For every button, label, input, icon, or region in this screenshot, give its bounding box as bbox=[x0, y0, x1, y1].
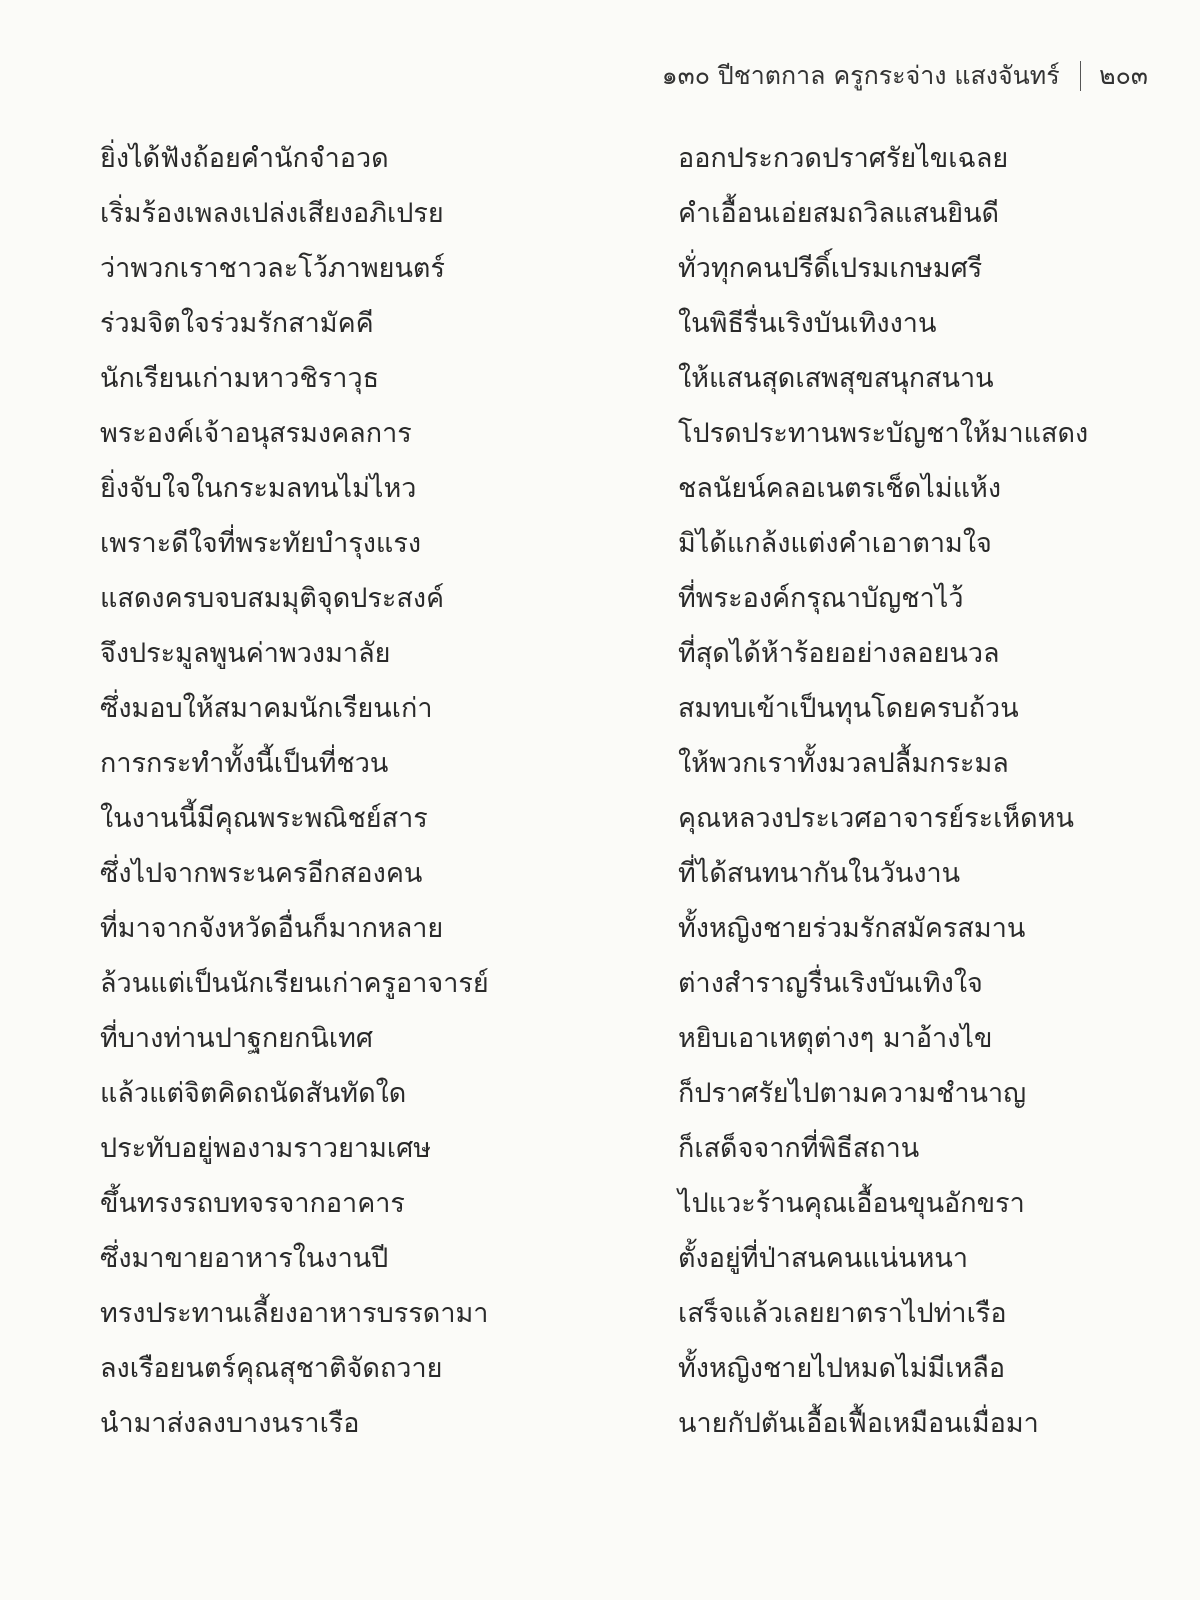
poem-couplet bbox=[100, 516, 1160, 571]
poem-line-second-half: นายกัปตันเอื้อเฟื้อเหมือนเมื่อมา bbox=[678, 1408, 1039, 1439]
poem-line-second-half: ทั่วทุกคนปรีดิ์เปรมเกษมศรี bbox=[678, 253, 983, 284]
poem-line-second-half: ให้พวกเราทั้งมวลปลื้มกระมล bbox=[678, 748, 1009, 779]
poem-couplet bbox=[100, 1231, 1160, 1286]
poem-line-first-half: ล้วนแต่เป็นนักเรียนเก่าครูอาจารย์ bbox=[100, 968, 489, 999]
poem-couplet bbox=[100, 791, 1160, 846]
poem-line-second-half: ก็เสด็จจากที่พิธีสถาน bbox=[678, 1133, 920, 1164]
poem-line-second-half: ต่างสำราญรื่นเริงบันเทิงใจ bbox=[678, 968, 983, 999]
poem-line-first-half: ที่บางท่านปาฐกยกนิเทศ bbox=[100, 1023, 374, 1054]
poem-line-first-half: ทรงประทานเลี้ยงอาหารบรรดามา bbox=[100, 1298, 489, 1329]
poem-line-first-half: ในงานนี้มีคุณพระพณิชย์สาร bbox=[100, 803, 428, 834]
poem-couplet bbox=[100, 1341, 1160, 1396]
poem-couplet bbox=[100, 571, 1160, 626]
poem-couplet bbox=[100, 736, 1160, 791]
poem-couplet bbox=[100, 186, 1160, 241]
poem-line-first-half: พระองค์เจ้าอนุสรมงคลการ bbox=[100, 418, 412, 449]
poem-couplet bbox=[100, 131, 1160, 186]
poem-line-second-half: คำเอื้อนเอ่ยสมถวิลแสนยินดี bbox=[678, 198, 1000, 229]
poem-couplet bbox=[100, 461, 1160, 516]
poem-line-second-half: ที่ได้สนทนากันในวันงาน bbox=[678, 858, 961, 889]
poem-line-second-half: มิได้แกล้งแต่งคำเอาตามใจ bbox=[678, 528, 992, 559]
poem-couplet bbox=[100, 1286, 1160, 1341]
poem-line-first-half: ซึ่งไปจากพระนครอีกสองคน bbox=[100, 858, 423, 889]
poem-body bbox=[100, 131, 1160, 1451]
poem-line-second-half: เสร็จแล้วเลยยาตราไปท่าเรือ bbox=[678, 1298, 1007, 1329]
poem-line-first-half: เพราะดีใจที่พระทัยบำรุงแรง bbox=[100, 528, 422, 559]
poem-line-second-half: ตั้งอยู่ที่ป่าสนคนแน่นหนา bbox=[678, 1243, 969, 1274]
poem-line-second-half: ให้แสนสุดเสพสุขสนุกสนาน bbox=[678, 363, 994, 394]
poem-line-first-half: ขึ้นทรงรถบทจรจากอาคาร bbox=[100, 1188, 405, 1219]
poem-couplet bbox=[100, 1176, 1160, 1231]
poem-couplet bbox=[100, 406, 1160, 461]
poem-line-second-half: หยิบเอาเหตุต่างๆ มาอ้างไข bbox=[678, 1023, 993, 1054]
poem-line-second-half: ทั้งหญิงชายร่วมรักสมัครสมาน bbox=[678, 913, 1026, 944]
poem-couplet bbox=[100, 241, 1160, 296]
poem-line-first-half: ยิ่งได้ฟังถ้อยคำนักจำอวด bbox=[100, 143, 389, 174]
running-header bbox=[662, 56, 1148, 96]
poem-couplet bbox=[100, 351, 1160, 406]
poem-line-first-half: เริ่มร้องเพลงเปล่งเสียงอภิเปรย bbox=[100, 198, 444, 229]
poem-line-second-half: ไปแวะร้านคุณเอื้อนขุนอักขรา bbox=[678, 1188, 1025, 1219]
poem-couplet bbox=[100, 846, 1160, 901]
poem-line-first-half: การกระทำทั้งนี้เป็นที่ชวน bbox=[100, 748, 389, 779]
running-title: ๑๓๐ ปีชาตกาล ครูกระจ่าง แสงจันทร์ bbox=[661, 61, 1060, 90]
poem-line-second-half: ก็ปราศรัยไปตามความชำนาญ bbox=[678, 1078, 1027, 1109]
poem-line-first-half: ซึ่งมาขายอาหารในงานปี bbox=[100, 1243, 389, 1274]
poem-couplet bbox=[100, 626, 1160, 681]
poem-line-first-half: ลงเรือยนตร์คุณสุชาติจัดถวาย bbox=[100, 1353, 443, 1384]
page-number: ๒๐๓ bbox=[1099, 61, 1148, 90]
poem-line-first-half: ซึ่งมอบให้สมาคมนักเรียนเก่า bbox=[100, 693, 433, 724]
poem-line-second-half: ทั้งหญิงชายไปหมดไม่มีเหลือ bbox=[678, 1353, 1006, 1384]
poem-line-second-half: ออกประกวดปราศรัยไขเฉลย bbox=[678, 143, 1009, 174]
poem-couplet bbox=[100, 1066, 1160, 1121]
poem-line-second-half: ที่สุดได้ห้าร้อยอย่างลอยนวล bbox=[678, 638, 1000, 669]
poem-line-second-half: โปรดประทานพระบัญชาให้มาแสดง bbox=[678, 418, 1089, 449]
poem-couplet bbox=[100, 681, 1160, 736]
poem-line-first-half: แล้วแต่จิตคิดถนัดสันทัดใด bbox=[100, 1078, 407, 1109]
poem-line-second-half: ในพิธีรื่นเริงบันเทิงงาน bbox=[678, 308, 937, 339]
poem-line-first-half: ที่มาจากจังหวัดอื่นก็มากหลาย bbox=[100, 913, 444, 944]
poem-couplet bbox=[100, 1011, 1160, 1066]
poem-line-first-half: ประทับอยู่พองามราวยามเศษ bbox=[100, 1133, 432, 1164]
poem-line-first-half: จึงประมูลพูนค่าพวงมาลัย bbox=[100, 638, 391, 669]
header-divider bbox=[1080, 61, 1082, 91]
poem-couplet bbox=[100, 296, 1160, 351]
poem-line-first-half: นักเรียนเก่ามหาวชิราวุธ bbox=[100, 363, 380, 394]
poem-couplet bbox=[100, 901, 1160, 956]
poem-couplet bbox=[100, 1121, 1160, 1176]
poem-line-second-half: ที่พระองค์กรุณาบัญชาไว้ bbox=[678, 583, 964, 614]
poem-line-second-half: ชลนัยน์คลอเนตรเช็ดไม่แห้ง bbox=[678, 473, 1001, 504]
poem-line-first-half: แสดงครบจบสมมุติจุดประสงค์ bbox=[100, 583, 445, 614]
poem-line-first-half: ว่าพวกเราชาวละโว้ภาพยนตร์ bbox=[100, 253, 445, 284]
poem-couplet bbox=[100, 956, 1160, 1011]
poem-line-second-half: สมทบเข้าเป็นทุนโดยครบถ้วน bbox=[678, 693, 1019, 724]
poem-couplet bbox=[100, 1396, 1160, 1451]
poem-line-first-half: ร่วมจิตใจร่วมรักสามัคคี bbox=[100, 308, 374, 339]
poem-line-second-half: คุณหลวงประเวศอาจารย์ระเห็ดหน bbox=[678, 803, 1074, 834]
poem-line-first-half: ยิ่งจับใจในกระมลทนไม่ไหว bbox=[100, 473, 417, 504]
poem-line-first-half: นำมาส่งลงบางนราเรือ bbox=[100, 1408, 360, 1439]
